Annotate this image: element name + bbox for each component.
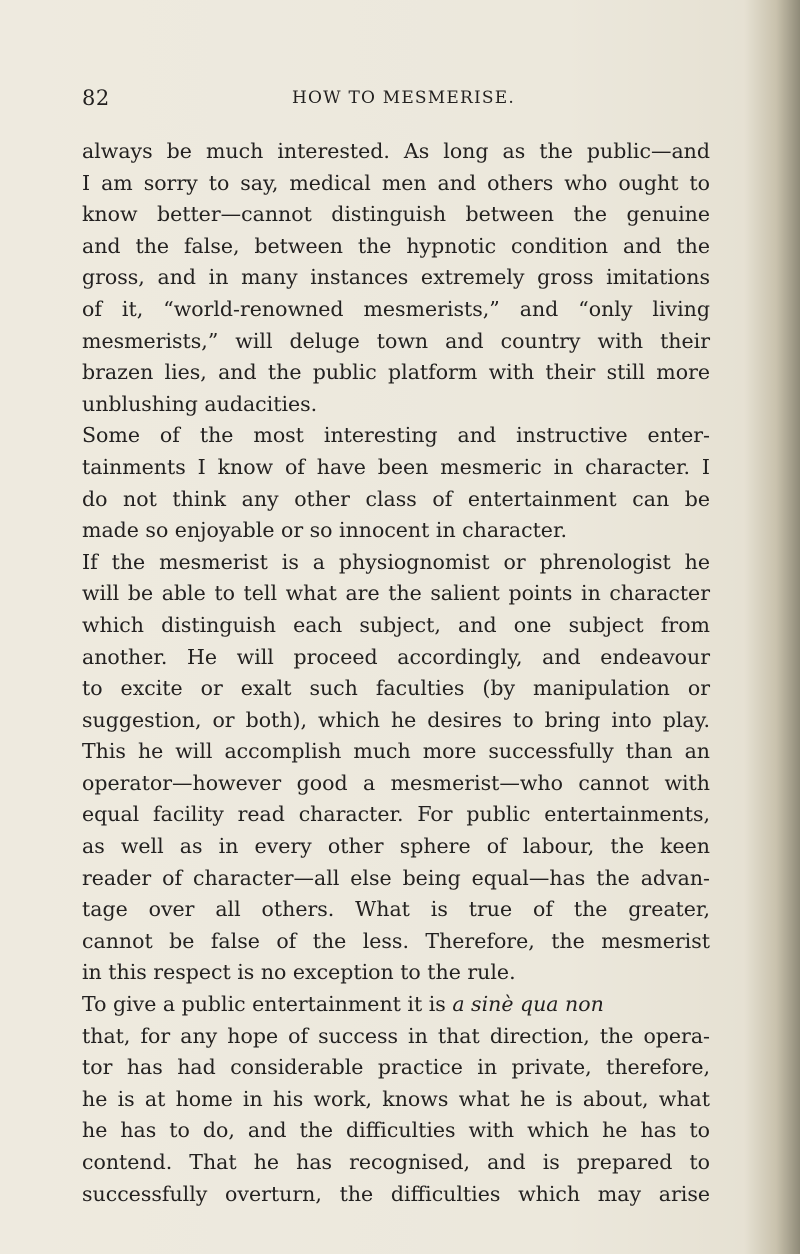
text-line: to excite or exalt such faculties (by manipulation or: [82, 676, 710, 701]
text-line: do not think any other class of entertainment can be: [82, 486, 710, 511]
text-line: successfully overturn, the difficulties which may arise: [82, 1181, 710, 1206]
body-text: [82, 136, 710, 1210]
text-line: [82, 989, 710, 1021]
latin-phrase: a sinè qua non: [452, 992, 604, 1017]
text-line: cannot be false of the less. Therefore, the mesmerist: [82, 928, 710, 953]
text-line: always be much interested. As long as the public—and: [82, 139, 710, 163]
page-header: [82, 86, 710, 116]
text-line: tor has had considerable practice in private, therefore,: [82, 1055, 710, 1080]
text-line: reader of character—all else being equal—has the advan-: [82, 865, 710, 890]
text-line: unblushing audacities.: [82, 391, 318, 416]
text-line: This he will accomplish much more successfully than an: [82, 739, 710, 764]
text-line: I am sorry to say, medical men and others who ought to: [82, 170, 710, 195]
text-line: If the mesmerist is a physiognomist or phrenologist he: [82, 549, 710, 574]
text-line: which distinguish each subject, and one subject from: [82, 612, 710, 637]
text-line: as well as in every other sphere of labour, the keen: [82, 834, 710, 859]
text-run: To give a public entertainment it is: [82, 992, 453, 1017]
text-line: he is at home in his work, knows what he is about, what: [82, 1086, 710, 1111]
text-line: contend. That he has recognised, and is prepared to: [82, 1150, 710, 1174]
text-line: another. He will proceed accordingly, and endeavour: [82, 644, 710, 669]
text-line: gross, and in many instances extremely gross imitations: [82, 265, 710, 290]
text-line: in this respect is no exception to the rule.: [82, 960, 516, 985]
text-line: will be able to tell what are the salient points in character: [82, 581, 710, 606]
text-line: equal facility read character. For public entertainments,: [82, 802, 710, 827]
text-line: suggestion, or both), which he desires to bring into play.: [82, 707, 710, 732]
text-line: Some of the most interesting and instructive enter-: [82, 423, 710, 448]
text-line: tainments I know of have been mesmeric in character. I: [82, 454, 710, 479]
text-line: he has to do, and the difficulties with which he has to: [82, 1118, 710, 1143]
text-line: that, for any hope of success in that direction, the opera-: [82, 1023, 710, 1048]
running-head: HOW TO MESMERISE.: [292, 88, 515, 108]
text-line: know better—cannot distinguish between the genuine: [82, 202, 710, 227]
text-line: mesmerists,” will deluge town and country with their: [82, 328, 710, 353]
text-line: tage over all others. What is true of the greater,: [82, 897, 710, 922]
text-line: of it, “world-renowned mesmerists,” and “only living: [82, 296, 710, 321]
text-line: brazen lies, and the public platform with their still more: [82, 360, 710, 385]
text-line: made so enjoyable or so innocent in character.: [82, 518, 568, 543]
text-line: and the false, between the hypnotic condition and the: [82, 233, 710, 258]
text-line: operator—however good a mesmerist—who cannot with: [82, 770, 710, 795]
page-number: 82: [82, 86, 110, 110]
